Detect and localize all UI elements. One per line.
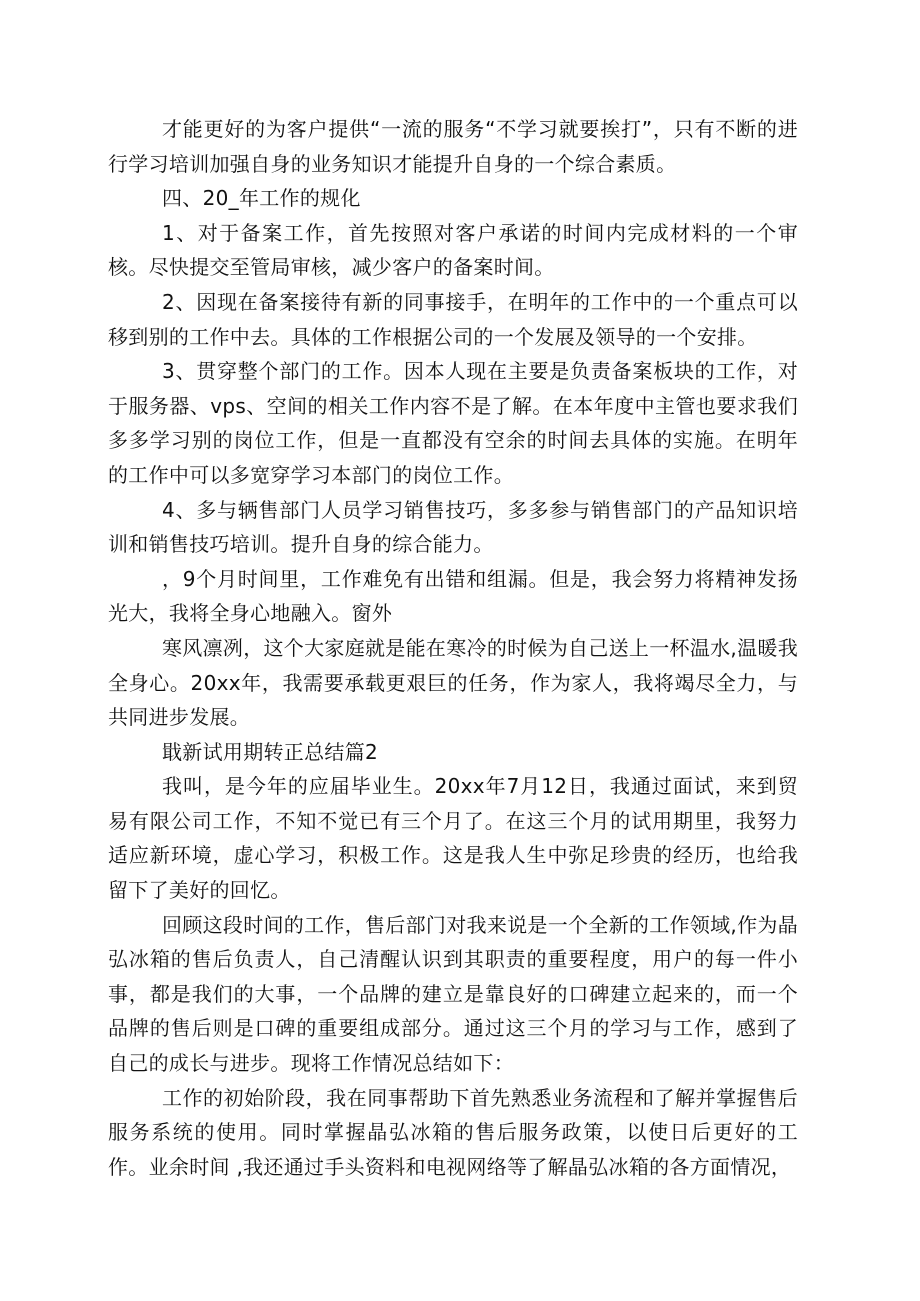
paragraph-item-4: 4、多与辆售部门人员学习销售技巧，多多参与销售部门的产品知识培训和销售技巧培训。提升自身的综合能力。 (108, 497, 798, 557)
section-heading-plan: 四、20_年工作的规化 (162, 186, 361, 211)
paragraph-initial-stage: 工作的初始阶段，我在同事帮助下首先熟悉业务流程和了解并掌握售后服务系统的使用。同时掌握晶弘冰箱的售后服务政策，以使日后更好的工作。业余时间 ,我还通过手头资料和电视网络等了解晶弘冰箱的各方面情况， (108, 1085, 798, 1179)
paragraph-closing-1: ，9个月时间里，工作难免有出错和组漏。但是，我会努力将精神发扬光大，我将全身心地融入。窗外 (108, 566, 798, 626)
paragraph-review: 回顾这段时间的工作，售后部门对我来说是一个全新的工作领域,作为晶弘冰箱的售后负责人，自己清醒认识到其职责的重要程度，用户的每一件小事，都是我们的大事，一个品牌的建立是靠良好的口碑建立起来的，而一个品牌的售后则是口碑的重要组成部分。通过这三个月的学习与工作，感到了自己的成长与进步。现将工作情况总结如下： (108, 912, 798, 1076)
paragraph-1: 才能更好的为客户提供“一流的服务“不学习就要挨打”，只有不断的进行学习培训加强自身的业务知识才能提升自身的一个综合素质。 (108, 117, 798, 176)
paragraph-item-3: 3、贯穿整个部门的工作。因本人现在主要是负责备案板块的工作，对于服务器、vps、空间的相关工作内容不是了解。在本年度中主管也要求我们多多学习别的岗位工作，但是一直都没有空余的时间去具体的实施。在明年的工作中可以多宽穿学习本部门的岗位工作。 (108, 359, 798, 487)
paragraph-item-2: 2、因现在备案接待有新的同事接手，在明年的工作中的一个重点可以移到别的工作中去。具体的工作根据公司的一个发展及领导的一个安排。 (108, 289, 798, 349)
paragraph-closing-2: 寒风凛冽，这个大家庭就是能在寒冷的时候为自己送上一杯温水,温暖我全身心。20xx年，我需要承载更艰巨的任务，作为家人，我将竭尽全力，与共同进步发展。 (108, 635, 798, 730)
paragraph-item-1: 1、对于备案工作，首先按照对客户承诺的时间内完成材料的一个审核。尽快提交至管局审核，减少客户的备案时间。 (108, 220, 798, 280)
section-heading-part-2: 戢新试用期转正总结篇2 (162, 739, 379, 764)
document-body (108, 112, 798, 1184)
paragraph-intro: 我叫，是今年的应届毕业生。20xx年7月12日，我通过面试，来到贸易有限公司工作，不知不觉已有三个月了。在这三个月的试用期里，我努力适应新环境，虚心学习，积极工作。这是我人生中弥足珍贵的经历，也给我留下了美好的回忆。 (108, 774, 798, 903)
